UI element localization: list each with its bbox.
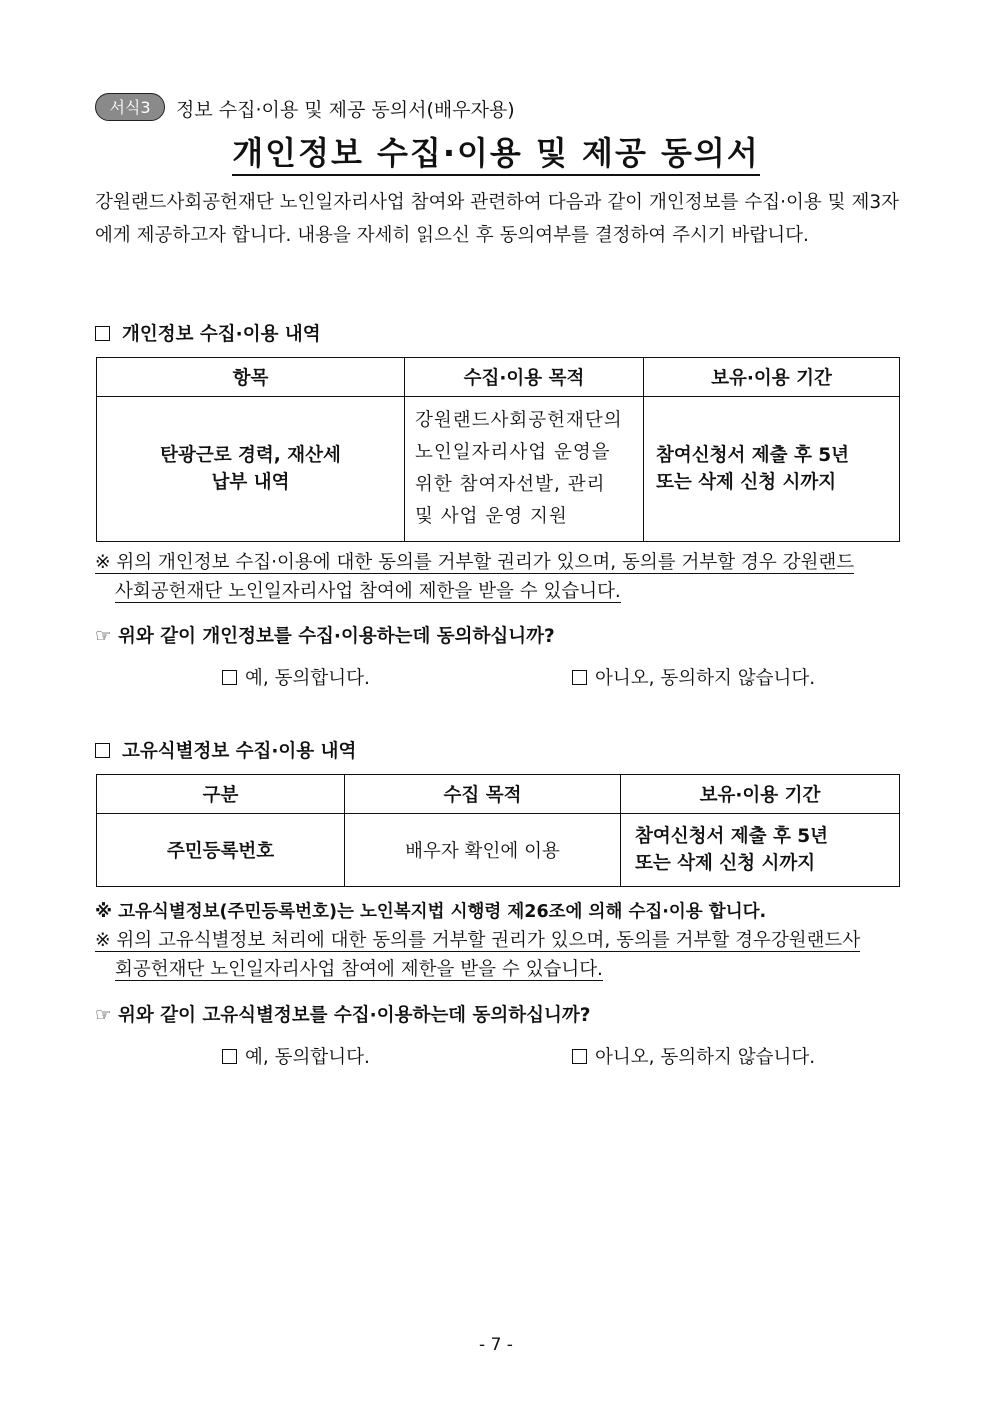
- checkbox-icon[interactable]: [572, 670, 587, 685]
- table-cell-purpose: [405, 397, 644, 542]
- agree-label: 예, 동의합니다.: [245, 668, 370, 689]
- page-number: - 7 -: [479, 1335, 513, 1355]
- period-line: 참여신청서 제출 후 5년: [656, 445, 850, 466]
- form-number-badge: 서식3: [95, 93, 165, 121]
- checkbox-icon[interactable]: [572, 1049, 587, 1064]
- document-title: [0, 128, 992, 174]
- square-bullet-icon: [95, 743, 110, 758]
- table-cell-period: [644, 397, 900, 542]
- form-label: 정보 수집·이용 및 제공 동의서(배우자용): [176, 99, 515, 121]
- section2-heading-text: 고유식별정보 수집·이용 내역: [122, 741, 357, 762]
- section2-refusal-note: [95, 926, 899, 984]
- table-header: 보유·이용 기간: [621, 775, 900, 814]
- period-line: 또는 삭제 신청 시까지: [635, 853, 816, 874]
- table-header: 수집 목적: [345, 775, 621, 814]
- purpose-line: 및 사업 운영 지원: [415, 506, 568, 527]
- table-cell-period: [621, 814, 900, 887]
- table-header: 수집·이용 목적: [405, 358, 644, 397]
- section1-agree-option[interactable]: [222, 664, 370, 690]
- section2-heading: [95, 737, 356, 763]
- section1-heading-text: 개인정보 수집·이용 내역: [122, 324, 321, 345]
- period-line: 참여신청서 제출 후 5년: [635, 826, 829, 847]
- section2-agree-option[interactable]: [222, 1043, 370, 1069]
- note-line: ※ 위의 개인정보 수집·이용에 대한 동의를 거부할 권리가 있으며, 동의를 거부할 경우 강원랜드: [95, 552, 855, 573]
- section1-heading: [95, 320, 321, 346]
- intro-paragraph: 강원랜드사회공헌재단 노인일자리사업 참여와 관련하여 다음과 같이 개인정보를 수집·이용 및 제3자에게 제공하고자 합니다. 내용을 자세히 읽으신 후 동의여부를 결정하여 주시기 바랍니다.: [95, 192, 899, 246]
- legal-basis-note: ※ 고유식별정보(주민등록번호)는 노인복지법 시행령 제26조에 의해 수집·이용 합니다.: [95, 902, 767, 922]
- section2-disagree-option[interactable]: [572, 1043, 815, 1069]
- agree-label: 예, 동의합니다.: [245, 1047, 370, 1068]
- document-title-text: 개인정보 수집·이용 및 제공 동의서: [232, 134, 760, 176]
- item-line: 납부 내역: [211, 472, 290, 493]
- square-bullet-icon: [95, 326, 110, 341]
- section1-refusal-note: [95, 548, 899, 606]
- purpose-line: 노인일자리사업 운영을: [415, 442, 611, 463]
- period-line: 또는 삭제 신청 시까지: [656, 472, 837, 493]
- purpose-line: 강원랜드사회공헌재단의: [415, 410, 623, 431]
- checkbox-icon[interactable]: [222, 670, 237, 685]
- disagree-label: 아니오, 동의하지 않습니다.: [595, 1047, 816, 1068]
- item-line: 탄광근로 경력, 재산세: [160, 445, 341, 466]
- table-header: 보유·이용 기간: [644, 358, 900, 397]
- checkbox-icon[interactable]: [222, 1049, 237, 1064]
- note-line: 회공헌재단 노인일자리사업 참여에 제한을 받을 수 있습니다.: [115, 959, 603, 980]
- table-cell-purpose: 배우자 확인에 이용: [345, 814, 621, 887]
- section1-disagree-option[interactable]: [572, 664, 815, 690]
- disagree-label: 아니오, 동의하지 않습니다.: [595, 668, 816, 689]
- table-cell-item: [97, 397, 405, 542]
- table-header: 항목: [97, 358, 405, 397]
- table-header: 구분: [97, 775, 345, 814]
- purpose-line: 위한 참여자선발, 관리: [415, 474, 606, 495]
- table-cell-item: 주민등록번호: [97, 814, 345, 887]
- section1-question: ☞ 위와 같이 개인정보를 수집·이용하는데 동의하십니까?: [95, 626, 555, 647]
- unique-id-table: [96, 774, 900, 887]
- section2-question: ☞ 위와 같이 고유식별정보를 수집·이용하는데 동의하십니까?: [95, 1005, 591, 1026]
- personal-info-table: [96, 357, 900, 542]
- note-line: ※ 위의 고유식별정보 처리에 대한 동의를 거부할 권리가 있으며, 동의를 거부할 경우강원랜드사: [95, 930, 861, 951]
- note-line: 사회공헌재단 노인일자리사업 참여에 제한을 받을 수 있습니다.: [115, 581, 621, 602]
